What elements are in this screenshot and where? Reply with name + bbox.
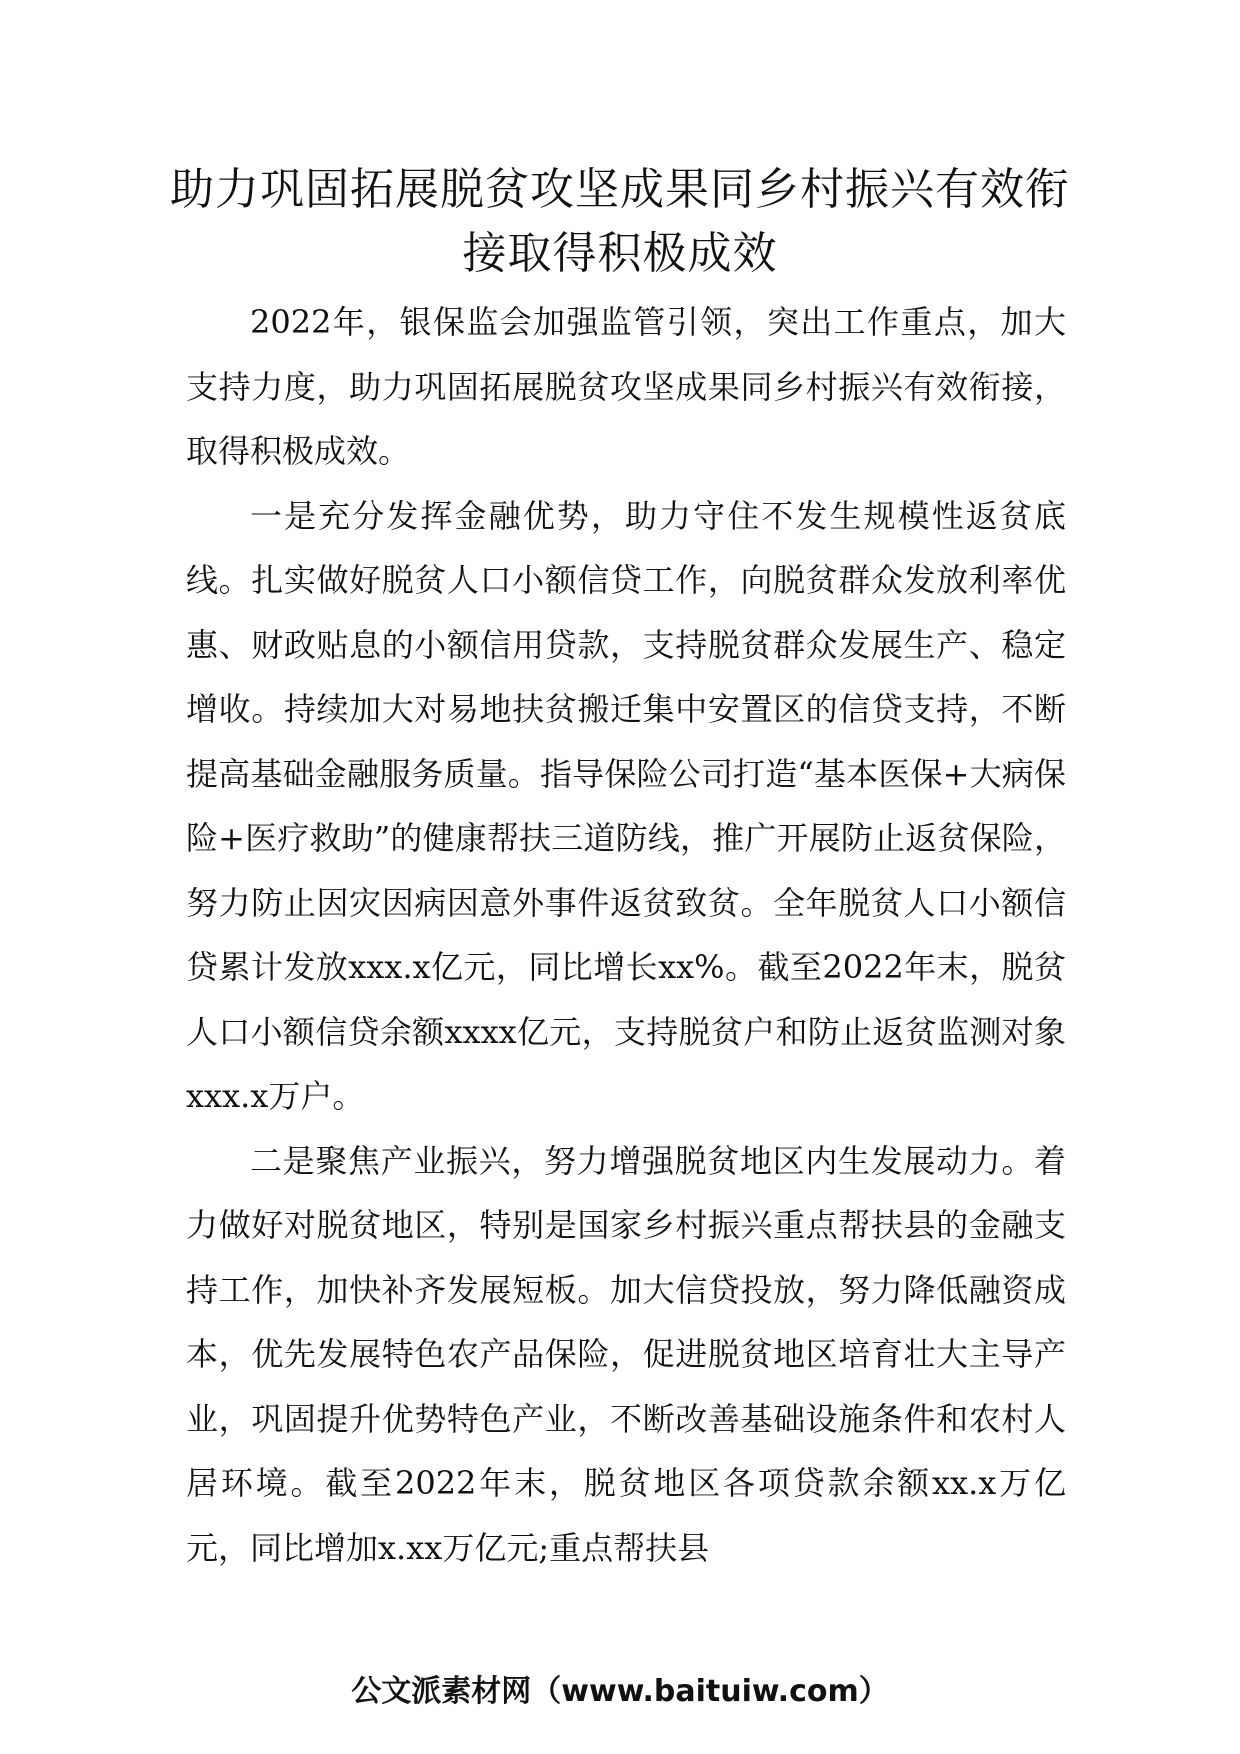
paragraph-point-two: 二是聚焦产业振兴，努力增强脱贫地区内生发展动力。着力做好对脱贫地区，特别是国家乡村振兴重点帮扶县的金融支持工作，加快补齐发展短板。加大信贷投放，努力降低融资成本，优先发展特色农产品保险，促进脱贫地区培育壮大主导产业，巩固提升优势特色产业，不断改善基础设施条件和农村人居环境。截至2022年末，脱贫地区各项贷款余额xx.x万亿元，同比增加x.xx万亿元;重点帮扶县 [186,1141,1066,1567]
document-title: 助力巩固拓展脱贫攻坚成果同乡村振兴有效衔接取得积极成效 [170,164,1070,279]
paragraph-point-one: 一是充分发挥金融优势，助力守住不发生规模性返贫底线。扎实做好脱贫人口小额信贷工作，向脱贫群众发放利率优惠、财政贴息的小额信用贷款，支持脱贫群众发展生产、稳定增收。持续加大对易地扶贫搬迁集中安置区的信贷支持，不断提高基础金融服务质量。指导保险公司打造“基本医保+大病保险+医疗救助”的健康帮扶三道防线，推广开展防止返贫保险，努力防止因灾因病因意外事件返贫致贫。全年脱贫人口小额信贷累计发放xxx.x亿元，同比增长xx%。截至2022年末，脱贫人口小额信贷余额xxxx亿元，支持脱贫户和防止返贫监测对象xxx.x万户。 [186,496,1066,1115]
source-footer: 公文派素材网（www.baituiw.com） [351,1674,889,1709]
paragraph-intro: 2022年，银保监会加强监管引领，突出工作重点，加大支持力度，助力巩固拓展脱贫攻坚成果同乡村振兴有效衔接，取得积极成效。 [186,303,1066,470]
document-body [186,290,1066,1580]
